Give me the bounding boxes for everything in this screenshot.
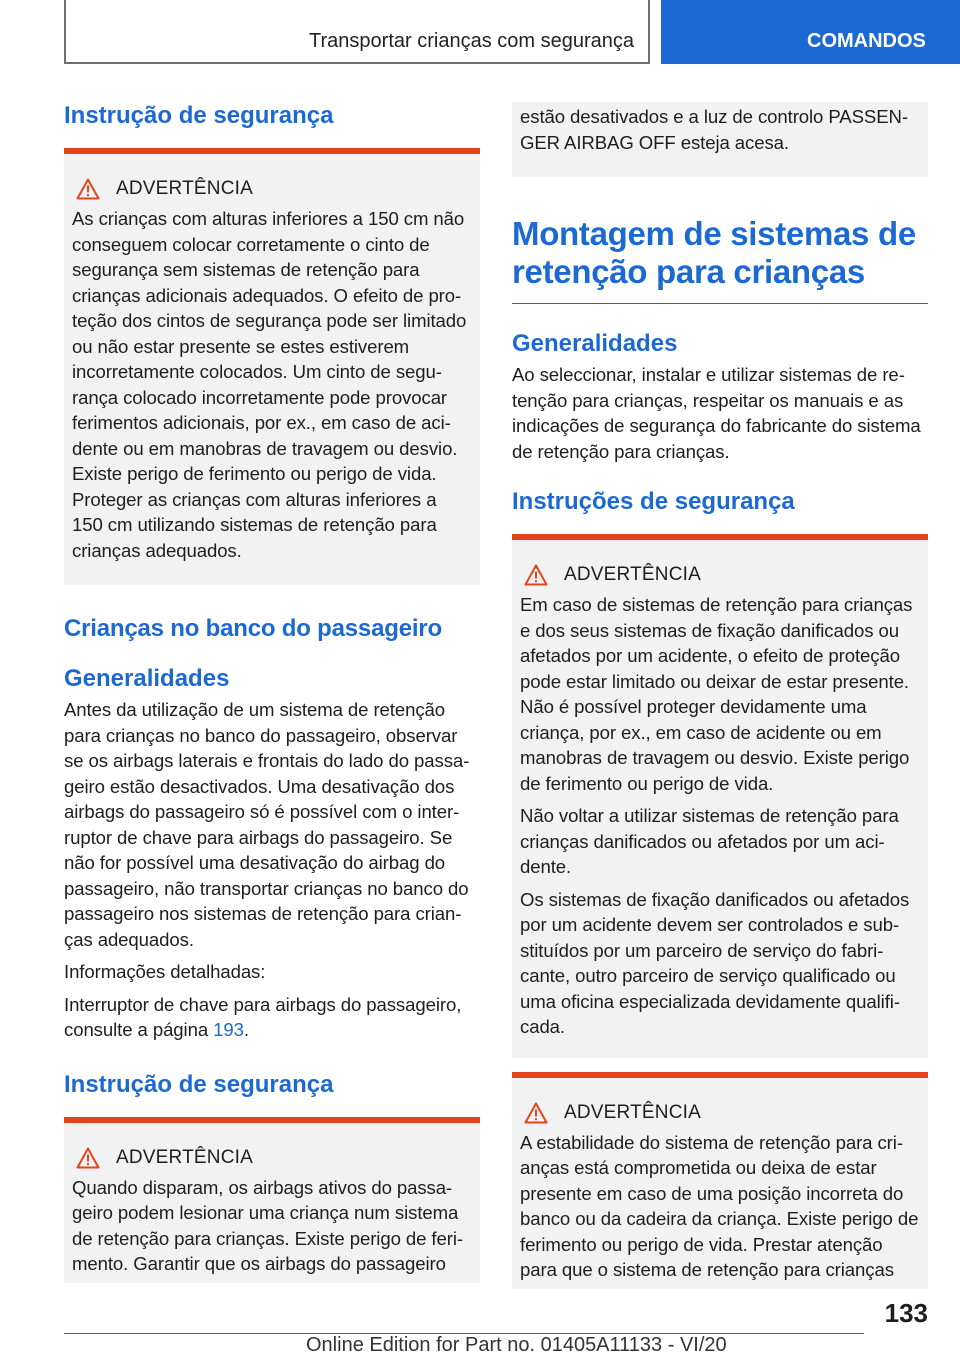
warning-label: ADVERTÊNCIA (564, 1101, 701, 1123)
warning-box-1 (64, 148, 480, 585)
page-link-193[interactable]: 193 (213, 1019, 244, 1040)
warning-box-4 (512, 1072, 928, 1289)
paragraph-reference (64, 992, 480, 1043)
warning-header (72, 1145, 472, 1171)
warning-header (520, 1100, 920, 1126)
right-column (512, 102, 928, 1289)
page-number: 133 (884, 1298, 928, 1328)
warning-continuation-text: estão desativados e a luz de controlo PASSENGER AIRBAG OFF esteja acesa. (520, 106, 909, 153)
header-section-title: Transportar crianças com segurança (309, 30, 634, 52)
paragraph-general: Ao seleccionar, instalar e utilizar sistemas de retenção para crianças, respeitar os manuais e as indicações de segurança do fabricante do sistema de retenção para crianças. (512, 364, 921, 462)
warning-label: ADVERTÊNCIA (116, 178, 253, 199)
warning-box-3 (512, 534, 928, 1058)
reference-end: . (243, 1019, 249, 1040)
heading-underline (512, 303, 928, 304)
warning-triangle-icon (524, 564, 548, 586)
warning-text: A estabilidade do sistema de retenção para crianças está comprometida ou deixa de estar presente em caso de uma posição incorreta do banco ou da cadeira da criança. Existe perigo de ferimento ou perigo de vida. Prestar atenção para que o sistema de retenção para crianças (520, 1131, 919, 1280)
warning-text: Quando disparam, os airbags ativos do passageiro podem lesionar uma criança num sistema de retenção para crianças. Existe perigo de ferimento. Garantir que os airbags do passageiro (72, 1176, 464, 1274)
warning-label: ADVERTÊNCIA (116, 1146, 253, 1168)
warning-continuation-box (512, 102, 928, 177)
paragraph-details: Informações detalhadas: (64, 961, 266, 982)
warning-text: Os sistemas de fixação danificados ou afetados por um acidente devem ser controlados e substituídos por um parceiro de serviço do fabricante, outro parceiro de serviço qualificado ou uma oficina especializada devidamente qualificada. (520, 888, 910, 1037)
reference-text: Interruptor de chave para airbags do passageiro, consulte a página (64, 993, 462, 1040)
heading-safety-instructions: Instruções de segurança (512, 488, 795, 515)
warning-label: ADVERTÊNCIA (564, 564, 701, 585)
paragraph-general: Antes da utilização de um sistema de retenção para crianças no banco do passageiro, observar se os airbags laterais e frontais do lado do passageiro estão desactivados. Uma desativação dos airbags do passageiro só é possível com o interruptor de chave para airbags do passageiro. Se não for possível uma desativação do airbag do passageiro, não transportar crianças no banco do passageiro nos sistemas de retenção para crianças adequados. (64, 699, 470, 950)
warning-text: As crianças com alturas inferiores a 150 cm não conseguem colocar corretamente o cinto de segurança sem sistemas de retenção para crianças adicionais adequados. O efeito de proteção dos cintos de segurança pode ser limitado ou não estar presente se estes estiverem incorretamente colocados. Um cinto de segurança colocado incorretamente pode provocar ferimentos adicionais, por ex., em caso de acidente ou em manobras de travagem ou desvio. Existe perigo de ferimento ou perigo de vida. Proteger as crianças com alturas inferiores a 150 cm utilizando sistemas de retenção para crianças adequados. (72, 208, 467, 561)
left-column (64, 94, 480, 1283)
warning-header (520, 562, 920, 588)
heading-mounting-child-seats: Montagem de sistemas de retenção para crianças (512, 215, 916, 290)
heading-general: Generalidades (64, 665, 230, 692)
warning-text: Em caso de sistemas de retenção para crianças e dos seus sistemas de fixação danificados ou afetados por um acidente, o efeito de proteção pode estar limitado ou deixar de estar presente. Não é possível proteger devidamente uma criança, por ex., em caso de acidente ou em manobras de travagem ou desvio. Existe perigo de ferimento ou perigo de vida. (520, 594, 913, 794)
warning-triangle-icon (76, 178, 100, 200)
footer-edition-text: Online Edition for Part no. 01405A11133 - VI/20 (306, 1334, 727, 1356)
warning-header (72, 176, 472, 202)
heading-safety-instruction-2: Instrução de segurança (64, 1070, 334, 1098)
heading-safety-instruction: Instrução de segurança (64, 102, 334, 129)
warning-text: Não voltar a utilizar sistemas de retenção para crianças danificados ou afetados por um acidente. (520, 805, 899, 877)
heading-child-passenger-seat: Crianças no banco do passageiro (64, 615, 442, 642)
warning-triangle-icon (76, 1147, 100, 1169)
heading-general: Generalidades (512, 330, 678, 357)
warning-box-2 (64, 1117, 480, 1283)
warning-triangle-icon (524, 1102, 548, 1124)
header-section-box (64, 0, 650, 64)
header-chapter-label: COMANDOS (807, 30, 926, 52)
header-chapter-tab[interactable] (661, 0, 960, 64)
